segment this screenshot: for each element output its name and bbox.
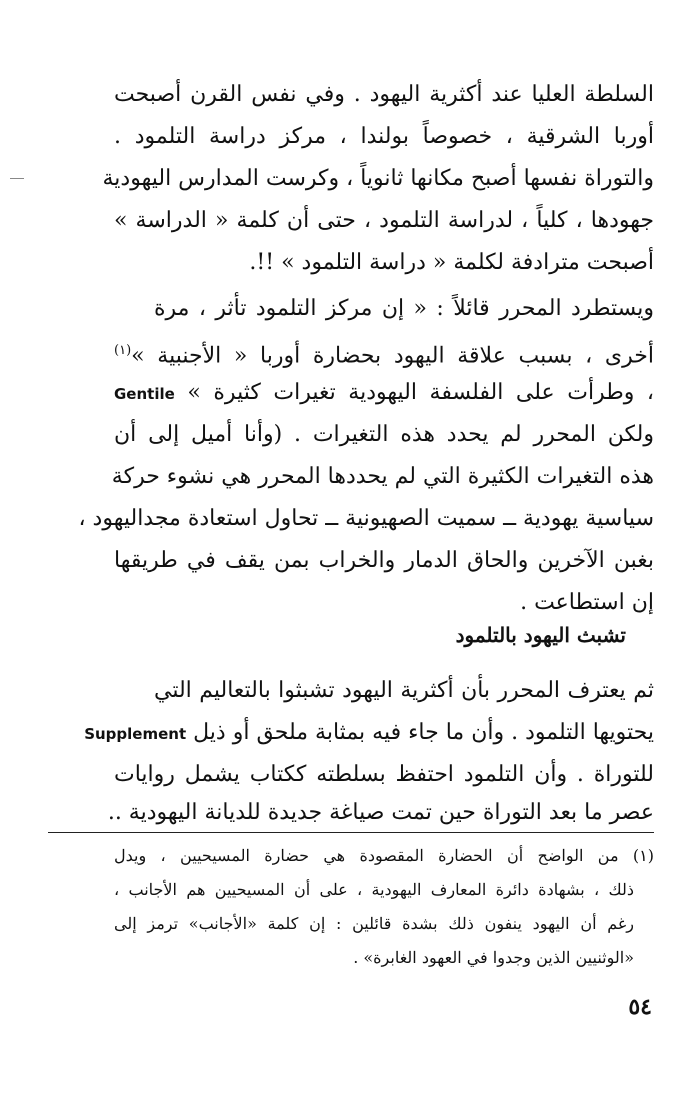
body-line: والتوراة نفسها أصبح مكانها ثانوياً ، وكرست المدارس اليهودية bbox=[102, 166, 654, 191]
body-line bbox=[114, 334, 654, 373]
footnote-separator bbox=[48, 832, 654, 833]
body-line: للتوراة . وأن التلمود احتفظ بسلطته ككتاب يشمل روايات bbox=[114, 762, 654, 787]
body-line: عصر ما بعد التوراة حين تمت صياغة جديدة للديانة اليهودية .. bbox=[107, 800, 654, 825]
footnote-line: رغم أن اليهود ينفون ذلك بشدة قائلين : إن كلمة «الأجانب» ترمز إلى bbox=[114, 914, 634, 933]
body-line-text: ، وطرأت على الفلسفة اليهودية تغيرات كثيرة » bbox=[187, 380, 654, 405]
body-line: أوربا الشرقية ، خصوصاً بولندا ، مركز دراسة التلمود . bbox=[114, 124, 654, 149]
body-line-text: يحتويها التلمود . وأن ما جاء فيه بمثابة ملحق أو ذيل bbox=[193, 720, 654, 745]
body-line: ويستطرد المحرر قائلاً : « إن مركز التلمود تأثر ، مرة bbox=[154, 296, 654, 321]
body-line: سياسية يهودية ــ سميت الصهيونية ــ تحاول استعادة مجداليهود ، bbox=[78, 506, 654, 531]
section-heading: تشبث اليهود بالتلمود bbox=[455, 623, 626, 647]
body-line: هذه التغيرات الكثيرة التي لم يحددها المحرر هي نشوء حركة bbox=[111, 464, 654, 489]
margin-mark bbox=[10, 178, 24, 179]
body-line: إن استطاعت . bbox=[520, 590, 654, 615]
footnote-line: (١) من الواضح أن الحضارة المقصودة هي حضارة المسيحيين ، ويدل bbox=[114, 846, 654, 865]
body-line: ثم يعترف المحرر بأن أكثرية اليهود تشبثوا بالتعاليم التي bbox=[154, 678, 654, 703]
footnote-line: ذلك ، بشهادة دائرة المعارف اليهودية ، على أن المسيحيين هم الأجانب ، bbox=[114, 880, 634, 899]
body-line: أصبحت مترادفة لكلمة « دراسة التلمود » !!. bbox=[249, 250, 654, 275]
latin-term: Gentile bbox=[114, 385, 175, 403]
page-number: ٥٤ bbox=[628, 994, 652, 1020]
body-line bbox=[114, 376, 654, 411]
body-line: السلطة العليا عند أكثرية اليهود . وفي نفس القرن أصبحت bbox=[114, 82, 654, 107]
footnote-reference: (١) bbox=[114, 343, 132, 358]
body-line-text: أخرى ، بسبب علاقة اليهود بحضارة أوربا « الأجنبية » bbox=[131, 343, 654, 369]
body-line: جهودها ، كلياً ، لدراسة التلمود ، حتى أن كلمة « الدراسة » bbox=[114, 208, 654, 233]
footnote-line: «الوثنيين الذين وجدوا في العهود الغابرة» . bbox=[353, 948, 634, 967]
body-line: ولكن المحرر لم يحدد هذه التغيرات . (وأنا أميل إلى أن bbox=[114, 422, 654, 447]
body-line: بغبن الآخرين والحاق الدمار والخراب بمن يقف في طريقها bbox=[114, 548, 654, 573]
latin-term: Supplement bbox=[84, 725, 187, 743]
body-line bbox=[84, 716, 654, 751]
